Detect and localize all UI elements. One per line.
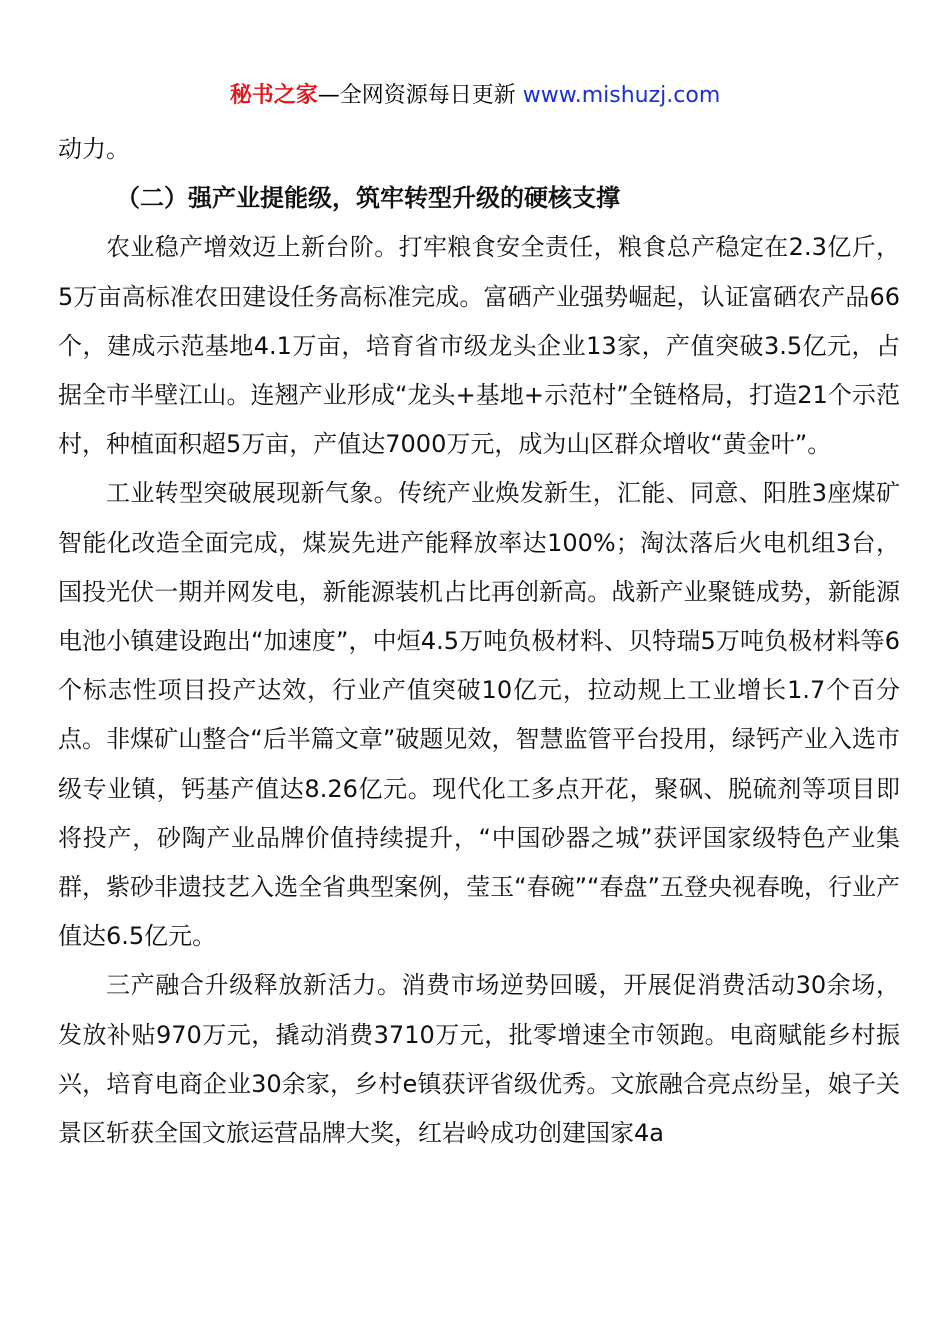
paragraph-industry: 工业转型突破展现新气象。传统产业焕发新生，汇能、同意、阳胜3座煤矿智能化改造全面完成，煤炭先进产能释放率达100%；淘汰落后火电机组3台，国投光伏一期并网发电，新能源装机占比再创新高。战新产业聚链成势，新能源电池小镇建设跑出“加速度”，中烜4.5万吨负极材料、贝特瑞5万吨负极材料等6个标志性项目投产达效，行业产值突破10亿元，拉动规上工业增长1.7个百分点。非煤矿山整合“后半篇文章”破题见效，智慧监管平台投用，绿钙产业入选市级专业镇，钙基产值达8.26亿元。现代化工多点开花，聚砜、脱硫剂等项目即将投产，砂陶产业品牌价值持续提升，“中国砂器之城”获评国家级特色产业集群，紫砂非遗技艺入选全省典型案例，莹玉“春碗”“春盘”五登央视春晚，行业产值达6.5亿元。 [58, 479, 900, 951]
paragraph-continuation: 动力。 [58, 135, 130, 163]
site-brand: 秘书之家 [229, 83, 318, 108]
paragraph-agriculture: 农业稳产增效迈上新台阶。打牢粮食安全责任，粮食总产稳定在2.3亿斤，5万亩高标准农田建设任务高标准完成。富硒产业强势崛起，认证富硒农产品66个，建成示范基地4.1万亩，培育省市级龙头企业13家，产值突破3.5亿元，占据全市半壁江山。连翘产业形成“龙头+基地+示范村”全链格局，打造21个示范村，种植面积超5万亩，产值达7000万元，成为山区群众增收“黄金叶”。 [58, 233, 900, 459]
section-heading: （二）强产业提能级，筑牢转型升级的硬核支撑 [116, 184, 620, 213]
paragraph-tertiary: 三产融合升级释放新活力。消费市场逆势回暖，开展促消费活动30余场，发放补贴970万元，撬动消费3710万元，批零增速全市领跑。电商赋能乡村振兴，培育电商企业30余家，乡村e镇获评省级优秀。文旅融合亮点纷呈，娘子关景区斩获全国文旅运营品牌大奖，红岩岭成功创建国家4a [58, 971, 900, 1148]
site-header [0, 80, 950, 112]
site-tagline: —全网资源每日更新 [317, 83, 516, 108]
site-url-link[interactable]: www.mishuzj.com [522, 83, 721, 108]
document-body [58, 125, 900, 1158]
